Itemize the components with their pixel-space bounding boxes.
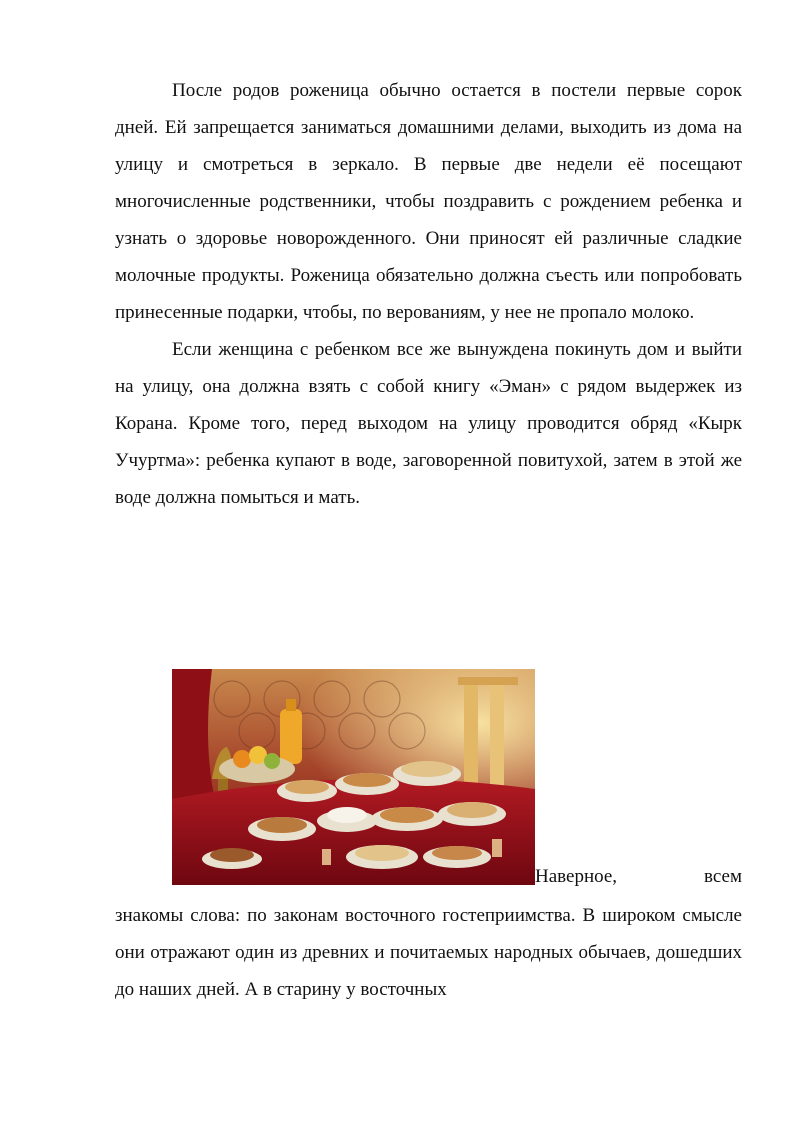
continuation-block [115,897,742,1008]
figure-side-word-2: всем [704,866,742,887]
paragraph-2: Если женщина с ребенком все же вынуждена покинуть дом и выйти на улицу, она должна взять с собой книгу «Эман» с рядом выдержек из Корана. Кроме того, перед выходом на улицу проводится обряд «Кырк Учуртма»: ребенка купают в воде, заговоренной повитухой, затем в этой же воде должна помыться и мать. [115,339,742,508]
document-body [115,72,742,516]
figure-side-word-1: Наверное, [535,866,618,887]
sweets-table-photo [172,669,535,885]
paragraph-1: После родов роженица обычно остается в постели первые сорок дней. Ей запрещается заниматься домашними делами, выходить из дома на улицу и смотреться в зеркало. В первые две недели её посещают многочисленные родственники, чтобы поздравить с рождением ребенка и узнать о здоровье новорожденного. Они приносят ей различные сладкие молочные продукты. Роженица обязательно должна съесть или попробовать принесенные подарки, чтобы, по верованиям, у нее не пропало молоко. [115,80,742,323]
figure-side-text [535,865,742,889]
paragraph-3: знакомы слова: по законам восточного гостеприимства. В широком смысле они отражают один из древних и почитаемых народных обычаев, дошедших до наших дней. А в старину у восточных [115,905,742,1000]
figure-row [115,669,742,889]
